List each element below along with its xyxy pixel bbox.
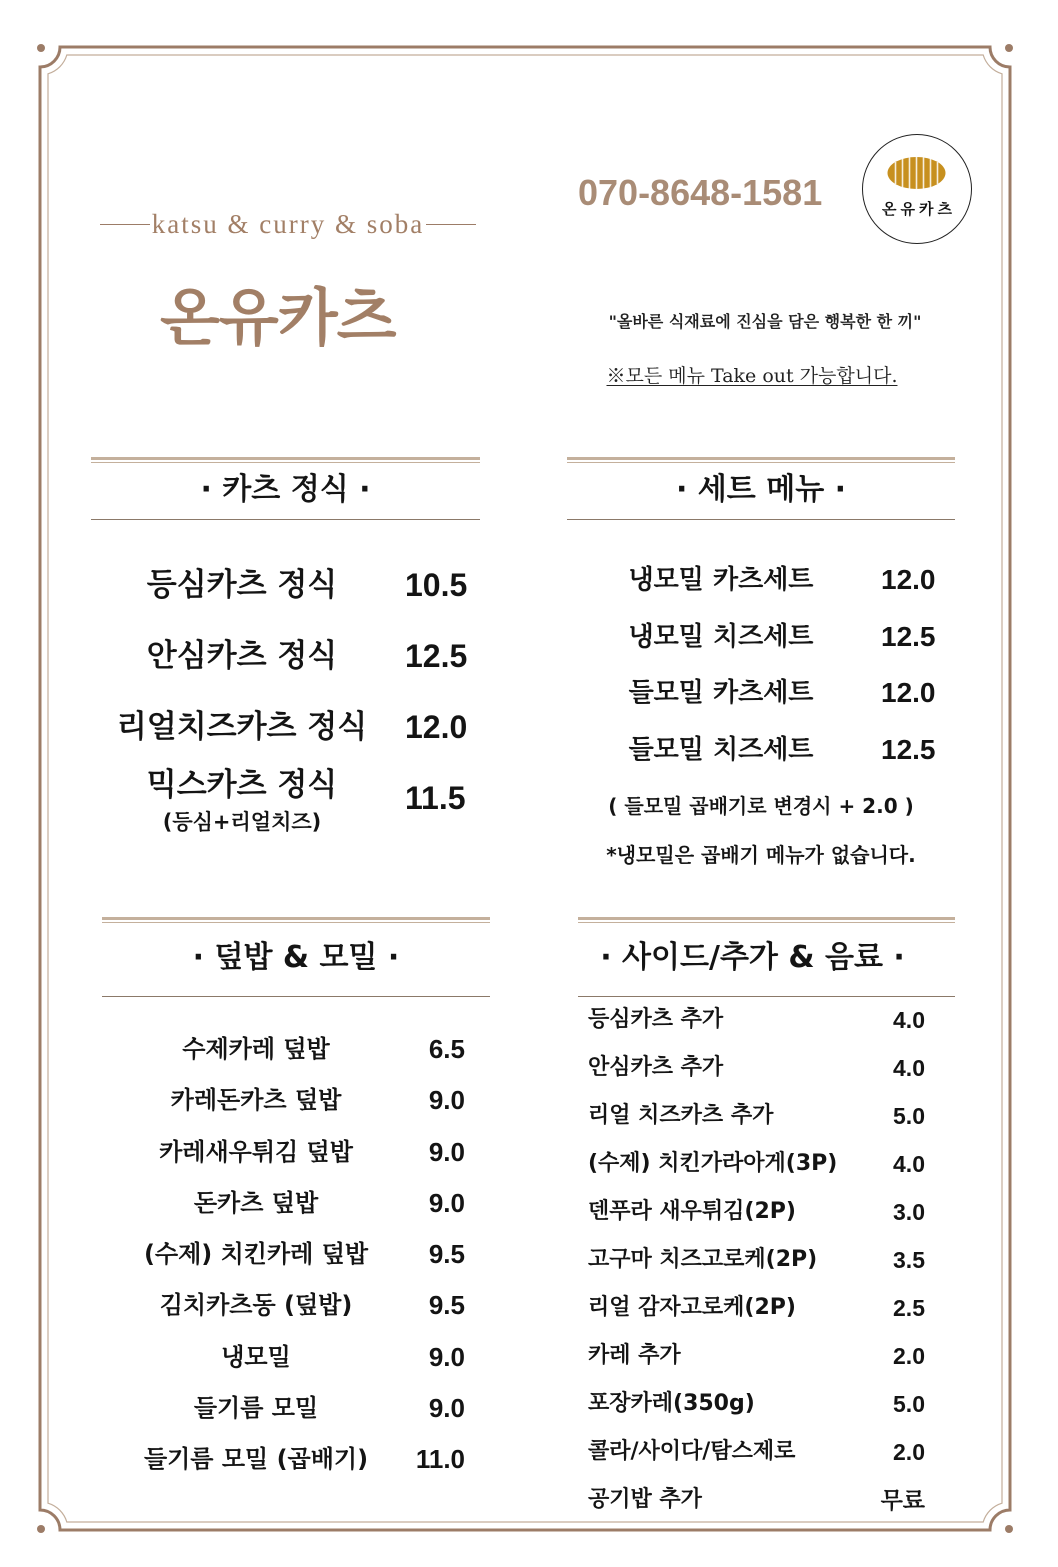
menu-item xyxy=(578,1476,955,1524)
section-title: · 세트 메뉴 · xyxy=(675,472,847,507)
menu-item xyxy=(100,692,490,763)
menu-item xyxy=(578,1092,955,1140)
item-price: 9.0 xyxy=(428,1187,465,1218)
item-price: 11.0 xyxy=(415,1444,465,1474)
section-title: · 덮밥 & 모밀 · xyxy=(192,940,400,975)
menu-item xyxy=(567,609,955,666)
item-price: 12.5 xyxy=(881,734,936,766)
header-rule-bottom xyxy=(102,996,490,997)
menu-item xyxy=(102,1178,490,1229)
header-rule-top xyxy=(102,917,490,923)
item-name: 리얼 치즈카츠 추가 xyxy=(588,1103,774,1128)
section-header-side-drinks xyxy=(578,917,955,998)
item-price: 9.0 xyxy=(428,1392,465,1423)
item-price: 11.5 xyxy=(405,780,466,816)
item-name: 등심카츠 정식 xyxy=(146,567,338,603)
logo-badge xyxy=(862,134,972,244)
item-name: 덴푸라 새우튀김(2P) xyxy=(588,1199,796,1224)
item-price: 10.5 xyxy=(405,567,468,603)
item-name: 믹스카츠 정식 xyxy=(146,767,338,803)
item-price: 12.5 xyxy=(405,638,468,674)
item-name: 카레새우튀김 덮밥 xyxy=(159,1137,353,1166)
menu-item xyxy=(567,552,955,609)
item-price: 9.0 xyxy=(428,1136,465,1167)
tagline-rule-right xyxy=(426,224,476,225)
menu-item xyxy=(578,1236,955,1284)
item-name: 냉모밀 카츠세트 xyxy=(628,565,814,595)
item-price: 9.5 xyxy=(428,1290,465,1321)
item-name: 카레돈카츠 덮밥 xyxy=(170,1086,342,1115)
item-name: 들모밀 치즈세트 xyxy=(628,735,814,766)
menu-item xyxy=(102,1229,490,1280)
item-name: 등심카츠 추가 xyxy=(588,1007,724,1032)
header-rule-bottom xyxy=(567,519,955,520)
menu-item xyxy=(102,1280,490,1331)
item-price: 9.5 xyxy=(428,1239,465,1269)
item-name: 들기름 모밀 (곱배기) xyxy=(143,1445,369,1473)
item-name: 리얼 감자고로케(2P) xyxy=(588,1295,796,1320)
header-rule-top xyxy=(578,917,955,923)
item-name: 수제카레 덮밥 xyxy=(182,1035,330,1063)
section-title: · 카츠 정식 · xyxy=(200,472,371,507)
menu-item xyxy=(578,1332,955,1380)
item-price: 2.5 xyxy=(893,1295,925,1321)
menu-item xyxy=(578,1044,955,1092)
item-price: 9.0 xyxy=(428,1341,465,1372)
menu-item xyxy=(102,1024,490,1075)
menu-item xyxy=(578,996,955,1044)
set-menu-note: ( 들모밀 곱배기로 변경시 + 2.0 ) xyxy=(608,794,914,818)
item-price: 9.0 xyxy=(428,1085,465,1116)
item-name: 포장카레(350g) xyxy=(588,1391,755,1416)
item-name: 김치카츠동 (덮밥) xyxy=(159,1291,353,1320)
menu-item xyxy=(578,1380,955,1428)
item-detail: (등심+리얼치즈) xyxy=(162,810,322,834)
menu-item xyxy=(100,763,490,834)
tagline xyxy=(100,207,476,241)
menu-item xyxy=(102,1383,490,1434)
item-name: 고구마 치즈고로케(2P) xyxy=(588,1247,818,1272)
item-name: 안심카츠 추가 xyxy=(588,1055,724,1080)
menu-item xyxy=(102,1434,490,1485)
phone-number: 070-8648-1581 xyxy=(578,172,823,213)
menu-item xyxy=(578,1188,955,1236)
item-name: 공기밥 추가 xyxy=(588,1487,702,1512)
section-title: · 사이드/추가 & 음료 · xyxy=(600,940,905,975)
section-header-katsu-set xyxy=(91,457,480,521)
item-name: 카레 추가 xyxy=(588,1343,681,1368)
item-price: 6.5 xyxy=(428,1034,465,1064)
item-name: 들모밀 카츠세트 xyxy=(628,678,814,709)
item-name: 냉모밀 치즈세트 xyxy=(628,621,814,652)
item-name: 리얼치즈카츠 정식 xyxy=(116,709,368,745)
item-price: 2.0 xyxy=(893,1343,925,1369)
item-price: 12.0 xyxy=(405,709,468,745)
item-price: 12.0 xyxy=(881,677,936,709)
menu-item xyxy=(578,1428,955,1476)
set-menu-list xyxy=(567,552,955,779)
tagline-rule-left xyxy=(100,224,150,225)
item-price: 3.0 xyxy=(893,1199,925,1225)
item-price: 2.0 xyxy=(893,1439,925,1465)
logo-text: 온유카츠 xyxy=(882,200,956,218)
katsu-set-list xyxy=(100,550,490,834)
item-price: 12.0 xyxy=(881,564,936,595)
item-name: 들기름 모밀 xyxy=(193,1393,319,1422)
tagline-text: katsu & curry & soba xyxy=(151,209,425,239)
slogan: "올바른 식재료에 진심을 담은 행복한 한 끼" xyxy=(608,312,922,331)
menu-item xyxy=(578,1284,955,1332)
item-price: 3.5 xyxy=(893,1247,925,1273)
item-name: 콜라/사이다/탐스제로 xyxy=(588,1439,796,1464)
item-name: 냉모밀 xyxy=(221,1342,291,1371)
katsu-logo-icon xyxy=(863,135,971,243)
rice-bowl-soba-list xyxy=(102,1024,490,1485)
frame-corner-dot xyxy=(37,1525,45,1533)
item-price: 4.0 xyxy=(893,1007,925,1033)
item-price: 무료 xyxy=(880,1487,925,1513)
item-price: 5.0 xyxy=(893,1391,925,1417)
item-name: 돈카츠 덮밥 xyxy=(193,1188,319,1217)
header-rule-top xyxy=(91,457,480,463)
set-menu-note: *냉모밀은 곱배기 메뉴가 없습니다. xyxy=(606,843,916,867)
item-name: 안심카츠 정식 xyxy=(146,638,338,674)
takeout-notice: ※모든 메뉴 Take out 가능합니다. xyxy=(606,365,898,387)
side-drinks-list xyxy=(578,996,955,1524)
item-price: 12.5 xyxy=(881,620,936,652)
section-header-set-menu xyxy=(567,457,955,521)
header-rule-top xyxy=(567,457,955,463)
menu-item xyxy=(578,1140,955,1188)
menu-item xyxy=(102,1075,490,1126)
section-header-rice-bowl-soba xyxy=(102,917,490,998)
frame-corner-dot xyxy=(37,44,45,52)
menu-item xyxy=(102,1127,490,1178)
item-price: 5.0 xyxy=(893,1103,925,1129)
frame-corner-dot xyxy=(1005,1525,1013,1533)
item-name: (수제) 치킨가라아게(3P) xyxy=(588,1151,838,1176)
item-price: 4.0 xyxy=(893,1055,925,1081)
menu-item xyxy=(102,1332,490,1383)
menu-item xyxy=(100,621,490,692)
brand-name: 온유카츠 xyxy=(160,281,396,354)
menu-item xyxy=(567,722,955,779)
menu-item xyxy=(100,550,490,621)
item-price: 4.0 xyxy=(893,1151,925,1177)
header-rule-bottom xyxy=(91,519,480,520)
menu-item xyxy=(567,665,955,722)
item-name: (수제) 치킨카레 덮밥 xyxy=(143,1240,369,1268)
frame-corner-dot xyxy=(1005,44,1013,52)
